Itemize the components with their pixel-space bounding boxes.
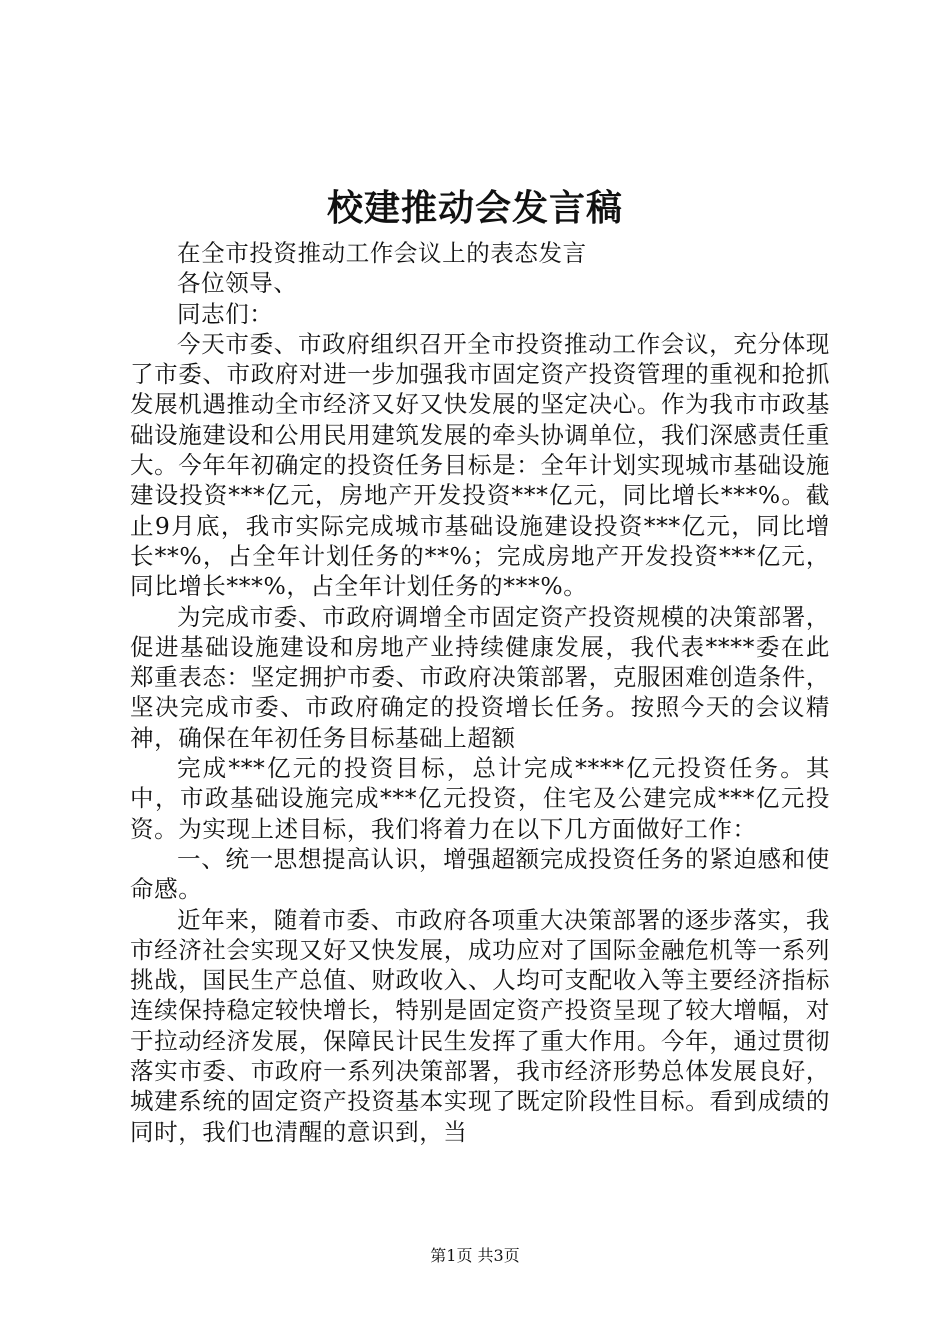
paragraph-recent-years: 近年来，随着市委、市政府各项重大决策部署的逐步落实，我市经济社会实现又好又快发展，成功应对了国际金融危机等一系列挑战，国民生产总值、财政收入、人均可支配收入等主要经济指标连续保持稳定较快增长，特别是固定资产投资呈现了较大增幅，对于拉动经济发展，保障民计民生发挥了重大作用。今年，通过贯彻落实市委、市政府一系列决策部署，我市经济形势总体发展良好，城建系统的固定资产投资基本实现了既定阶段性目标。看到成绩的同时，我们也清醒的意识到，当 — [130, 905, 830, 1146]
paragraph-commitment: 为完成市委、市政府调增全市固定资产投资规模的决策部署，促进基础设施建设和房地产业持续健康发展，我代表****委在此郑重表态：坚定拥护市委、市政府决策部署，克服困难创造条件，坚决完成市委、市政府确定的投资增长任务。按照今天的会议精神，确保在年初任务目标基础上超额 — [130, 602, 830, 752]
document-body — [130, 238, 830, 1147]
paragraph-intro: 今天市委、市政府组织召开全市投资推动工作会议，充分体现了市委、市政府对进一步加强我市固定资产投资管理的重视和抢抓发展机遇推动全市经济又好又快发展的坚定决心。作为我市市政基础设施建设和公用民用建筑发展的牵头协调单位，我们深感责任重大。今年年初确定的投资任务目标是：全年计划实现城市基础设施建设投资***亿元，房地产开发投资***亿元，同比增长***%。截止9月底，我市实际完成城市基础设施建设投资***亿元，同比增长**%，占全年计划任务的**%；完成房地产开发投资***亿元，同比增长***%，占全年计划任务的***%。 — [130, 329, 830, 601]
speech-heading: 在全市投资推动工作会议上的表态发言 — [177, 239, 587, 267]
salutation-leaders: 各位领导、 — [177, 269, 298, 298]
salutation-comrades: 同志们： — [177, 299, 274, 328]
section-heading-one: 一、统一思想提高认识，增强超额完成投资任务的紧迫感和使命感。 — [130, 844, 830, 904]
paragraph-targets: 完成***亿元的投资目标，总计完成****亿元投资任务。其中，市政基础设施完成***亿元投资，住宅及公建完成***亿元投资。为实现上述目标，我们将着力在以下几方面做好工作： — [130, 754, 830, 843]
page-footer: 第1页 共3页 — [430, 1246, 520, 1265]
document-title: 校建推动会发言稿 — [326, 187, 623, 229]
